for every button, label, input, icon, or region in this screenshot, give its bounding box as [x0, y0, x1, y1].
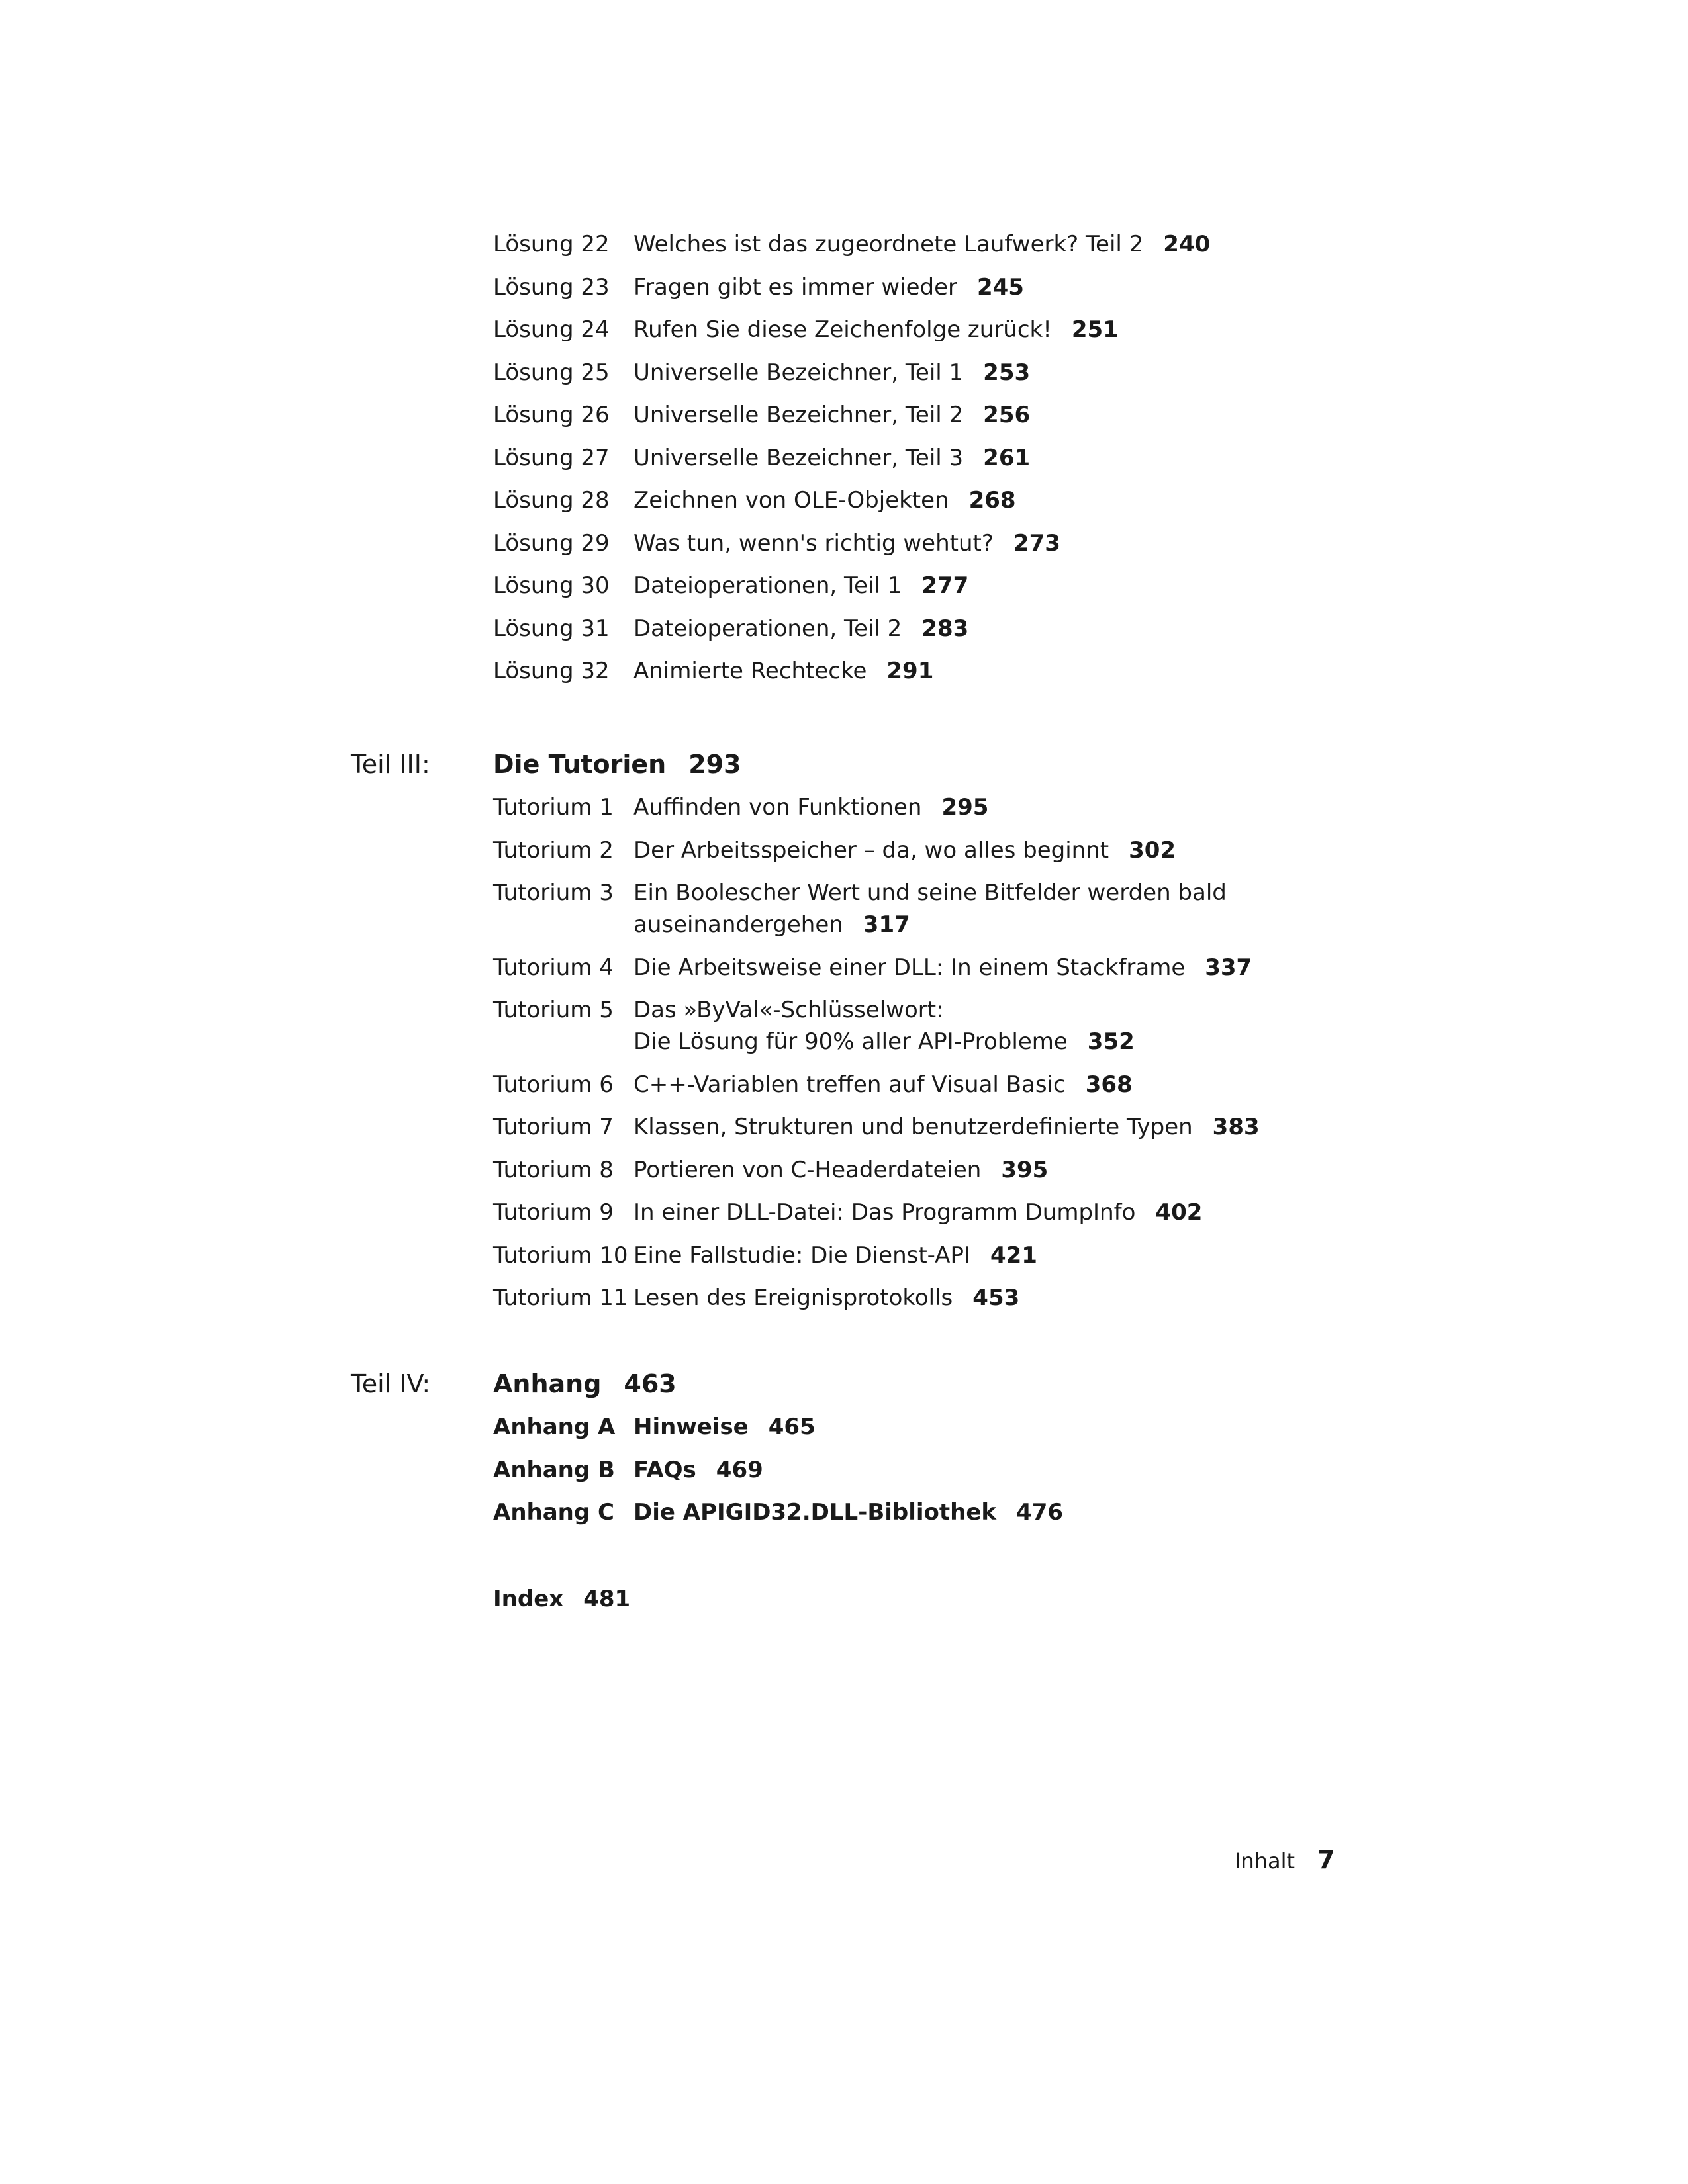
- entry-page: 291: [886, 658, 934, 684]
- entry-label: Anhang B: [493, 1456, 615, 1483]
- toc-entry-tutorium-5: [493, 994, 1420, 1058]
- toc-entry-tutorium-8: [493, 1154, 1420, 1186]
- entry-label: Tutorium 8: [493, 1156, 614, 1183]
- entry-page: 395: [1001, 1156, 1049, 1183]
- entry-label: Tutorium 10: [493, 1242, 628, 1269]
- entry-title: Das »ByVal«-Schlüsselwort:: [633, 997, 944, 1023]
- entry-page: 317: [863, 911, 910, 938]
- entry-page: 295: [941, 794, 989, 821]
- entry-page: 283: [921, 615, 969, 642]
- entry-label: Lösung 30: [493, 572, 610, 599]
- part-page: 293: [688, 750, 741, 779]
- entry-page: 261: [983, 444, 1031, 471]
- entry-label: Lösung 23: [493, 273, 610, 300]
- entry-page: 469: [716, 1456, 763, 1483]
- index-page: 481: [583, 1586, 631, 1612]
- toc-entry-loesung-28: [493, 484, 1420, 527]
- entry-label: Tutorium 11: [493, 1285, 628, 1311]
- toc-entry-loesung-29: [493, 527, 1420, 570]
- entry-label: Tutorium 7: [493, 1114, 614, 1140]
- entry-page: 240: [1163, 231, 1211, 257]
- entry-label: Tutorium 3: [493, 880, 614, 906]
- entry-label: Lösung 22: [493, 231, 610, 257]
- toc-entry-loesung-30: [493, 570, 1420, 613]
- entry-title: Die Arbeitsweise einer DLL: In einem Stackframe: [633, 954, 1186, 981]
- entry-page: 383: [1212, 1114, 1260, 1140]
- entry-title: Fragen gibt es immer wieder: [633, 273, 957, 300]
- toc-entry-index: [493, 1583, 630, 1615]
- entry-page: 253: [983, 359, 1031, 386]
- entry-title-continued: Die Lösung für 90% aller API-Probleme: [633, 1028, 1068, 1055]
- solutions-list: [493, 228, 1420, 698]
- toc-entry-tutorium-9: [493, 1197, 1420, 1228]
- part-label: Teil III:: [351, 750, 430, 779]
- appendix-list: [493, 1411, 1420, 1539]
- running-footer-label: Inhalt: [1235, 1848, 1295, 1874]
- page-number: 7: [1317, 1845, 1335, 1874]
- index-label: Index: [493, 1586, 564, 1612]
- entry-page: 352: [1087, 1028, 1135, 1055]
- entry-title: Dateioperationen, Teil 2: [633, 615, 902, 642]
- entry-label: Tutorium 5: [493, 997, 614, 1023]
- toc-entry-tutorium-6: [493, 1069, 1420, 1101]
- toc-entry-tutorium-7: [493, 1111, 1420, 1143]
- entry-label: Tutorium 9: [493, 1199, 614, 1226]
- entry-label: Tutorium 6: [493, 1071, 614, 1098]
- entry-title: Die APIGID32.DLL-Bibliothek: [633, 1499, 997, 1525]
- entry-title: FAQs: [633, 1456, 696, 1483]
- entry-title: Hinweise: [633, 1414, 749, 1440]
- entry-page: 273: [1013, 529, 1060, 557]
- toc-entry-loesung-25: [493, 357, 1420, 400]
- toc-entry-tutorium-2: [493, 835, 1420, 866]
- toc-entry-tutorium-10: [493, 1240, 1420, 1271]
- entry-title: In einer DLL-Datei: Das Programm DumpInfo: [633, 1199, 1136, 1226]
- toc-entry-loesung-24: [493, 314, 1420, 357]
- entry-label: Tutorium 2: [493, 837, 614, 864]
- entry-page: 421: [990, 1242, 1037, 1269]
- toc-entry-loesung-31: [493, 613, 1420, 656]
- entry-label: Lösung 25: [493, 359, 610, 386]
- entry-title: Zeichnen von OLE-Objekten: [633, 487, 949, 514]
- toc-entry-anhang-c: [493, 1496, 1420, 1539]
- entry-page: 268: [968, 487, 1016, 514]
- entry-title: Ein Boolescher Wert und seine Bitfelder werden bald: [633, 880, 1227, 906]
- entry-title-continued: auseinandergehen: [633, 911, 843, 938]
- entry-title: Der Arbeitsspeicher – da, wo alles beginnt: [633, 837, 1109, 864]
- toc-entry-loesung-27: [493, 442, 1420, 485]
- entry-label: Lösung 31: [493, 615, 610, 642]
- entry-page: 256: [983, 402, 1031, 428]
- entry-page: 251: [1071, 316, 1119, 343]
- entry-title: Lesen des Ereignisprotokolls: [633, 1285, 953, 1311]
- entry-title: Eine Fallstudie: Die Dienst-API: [633, 1242, 970, 1269]
- part-label: Teil IV:: [351, 1369, 431, 1398]
- toc-entry-loesung-23: [493, 271, 1420, 314]
- entry-page: 368: [1085, 1071, 1133, 1098]
- part-title: Die Tutorien: [493, 750, 667, 779]
- entry-page: 302: [1129, 837, 1176, 864]
- entry-title: Animierte Rechtecke: [633, 658, 867, 684]
- part-title: Anhang: [493, 1369, 602, 1398]
- toc-entry-loesung-32: [493, 655, 1420, 698]
- entry-title: Dateioperationen, Teil 1: [633, 572, 902, 599]
- entry-label: Anhang C: [493, 1499, 614, 1525]
- entry-page: 277: [921, 572, 969, 599]
- entry-title: Was tun, wenn's richtig wehtut?: [633, 529, 994, 557]
- entry-label: Tutorium 4: [493, 954, 614, 981]
- entry-title: Universelle Bezeichner, Teil 1: [633, 359, 964, 386]
- entry-label: Tutorium 1: [493, 794, 614, 821]
- tutorials-list: [493, 792, 1420, 1325]
- entry-title: Portieren von C-Headerdateien: [633, 1156, 982, 1183]
- entry-title: Universelle Bezeichner, Teil 2: [633, 402, 964, 428]
- toc-entry-tutorium-1: [493, 792, 1420, 823]
- toc-entry-loesung-22: [493, 228, 1420, 271]
- toc-entry-tutorium-11: [493, 1282, 1420, 1314]
- entry-page: 476: [1016, 1499, 1064, 1525]
- entry-title: Klassen, Strukturen und benutzerdefinierte Typen: [633, 1114, 1193, 1140]
- toc-entry-anhang-a: [493, 1411, 1420, 1454]
- entry-label: Lösung 28: [493, 487, 610, 514]
- toc-entry-loesung-26: [493, 399, 1420, 442]
- entry-label: Lösung 32: [493, 658, 610, 684]
- entry-title: Universelle Bezeichner, Teil 3: [633, 444, 964, 471]
- entry-title: Auffinden von Funktionen: [633, 794, 922, 821]
- entry-title: Welches ist das zugeordnete Laufwerk? Teil 2: [633, 231, 1144, 257]
- toc-entry-tutorium-3: [493, 877, 1420, 940]
- entry-title: Rufen Sie diese Zeichenfolge zurück!: [633, 316, 1052, 343]
- entry-page: 453: [972, 1285, 1020, 1311]
- toc-entry-tutorium-4: [493, 952, 1420, 983]
- entry-page: 337: [1205, 954, 1252, 981]
- entry-label: Lösung 29: [493, 529, 610, 557]
- entry-label: Lösung 24: [493, 316, 610, 343]
- entry-label: Lösung 26: [493, 402, 610, 428]
- page-footer: [1235, 1844, 1335, 1877]
- entry-page: 402: [1155, 1199, 1203, 1226]
- entry-label: Anhang A: [493, 1414, 616, 1440]
- entry-title: C++-Variablen treffen auf Visual Basic: [633, 1071, 1066, 1098]
- toc-entry-anhang-b: [493, 1454, 1420, 1497]
- entry-label: Lösung 27: [493, 444, 610, 471]
- part-page: 463: [624, 1369, 677, 1398]
- entry-page: 465: [768, 1414, 816, 1440]
- entry-page: 245: [976, 273, 1024, 300]
